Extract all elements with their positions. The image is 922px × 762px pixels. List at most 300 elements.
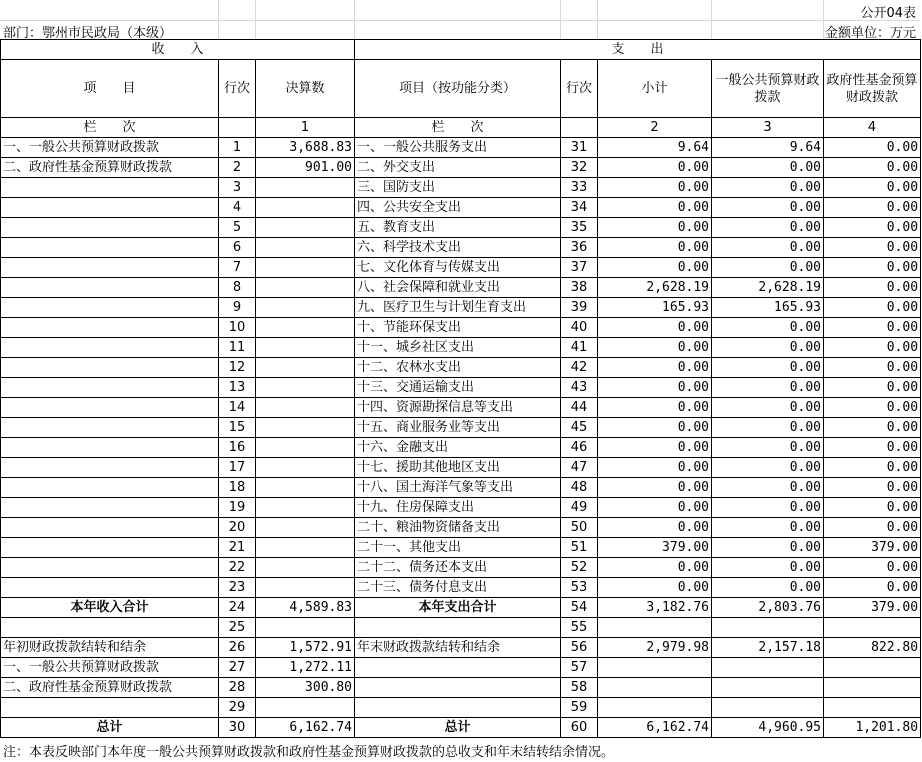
gridline xyxy=(560,0,561,39)
table-row xyxy=(1,678,921,698)
income-item-cell xyxy=(1,358,219,378)
table-row xyxy=(1,218,921,238)
income-amount-cell xyxy=(256,318,355,338)
gov-fund-cell: 0.00 xyxy=(824,438,921,458)
subtotal-cell: 3,182.76 xyxy=(598,598,712,618)
income-item-cell xyxy=(1,618,219,638)
subtotal-cell: 0.00 xyxy=(598,158,712,178)
gridline xyxy=(0,20,920,21)
expense-item-cell: 十八、国土海洋气象等支出 xyxy=(355,478,561,498)
subtotal-cell: 0.00 xyxy=(598,578,712,598)
form-code: 公开04表 xyxy=(860,6,916,21)
table-row xyxy=(1,538,921,558)
income-item-cell xyxy=(1,378,219,398)
expense-row-no-cell: 31 xyxy=(561,138,598,158)
general-budget-cell: 0.00 xyxy=(712,198,824,218)
col-number-4: 4 xyxy=(824,118,921,138)
table-row xyxy=(1,518,921,538)
income-row-no-cell: 20 xyxy=(219,518,256,538)
income-row-no-cell: 4 xyxy=(219,198,256,218)
income-item-cell xyxy=(1,698,219,718)
income-item-cell: 本年收入合计 xyxy=(1,598,219,618)
income-amount-cell xyxy=(256,278,355,298)
income-row-no-cell: 9 xyxy=(219,298,256,318)
expense-row-no-cell: 48 xyxy=(561,478,598,498)
expense-item-cell: 八、社会保障和就业支出 xyxy=(355,278,561,298)
income-row-no-cell: 5 xyxy=(219,218,256,238)
income-row-no-cell: 11 xyxy=(219,338,256,358)
expense-item-cell: 十二、农林水支出 xyxy=(355,358,561,378)
general-budget-cell: 0.00 xyxy=(712,158,824,178)
income-amount-cell: 300.80 xyxy=(256,678,355,698)
table-row xyxy=(1,398,921,418)
table-row xyxy=(1,598,921,618)
expense-row-no-cell: 33 xyxy=(561,178,598,198)
expense-row-no-cell: 42 xyxy=(561,358,598,378)
gov-fund-cell xyxy=(824,658,921,678)
general-budget-cell: 0.00 xyxy=(712,458,824,478)
expense-item-cell: 二十一、其他支出 xyxy=(355,538,561,558)
subtotal-cell: 0.00 xyxy=(598,498,712,518)
gov-fund-cell: 1,201.80 xyxy=(824,718,921,738)
expense-row-no-cell: 38 xyxy=(561,278,598,298)
general-budget-cell: 0.00 xyxy=(712,318,824,338)
table-row xyxy=(1,278,921,298)
table-row xyxy=(1,258,921,278)
gridline xyxy=(255,0,256,39)
expense-item-cell: 五、教育支出 xyxy=(355,218,561,238)
budget-table xyxy=(0,39,921,738)
expense-row-no-cell: 59 xyxy=(561,698,598,718)
expense-row-no-cell: 52 xyxy=(561,558,598,578)
income-amount-cell: 3,688.83 xyxy=(256,138,355,158)
income-row-no-cell: 3 xyxy=(219,178,256,198)
gov-fund-cell: 0.00 xyxy=(824,318,921,338)
gov-fund-cell: 0.00 xyxy=(824,398,921,418)
gov-fund-cell: 0.00 xyxy=(824,518,921,538)
general-budget-cell: 2,157.18 xyxy=(712,638,824,658)
general-budget-cell: 0.00 xyxy=(712,538,824,558)
gridline xyxy=(218,0,219,39)
table-row xyxy=(1,478,921,498)
expense-item-cell: 十、节能环保支出 xyxy=(355,318,561,338)
footnote: 注：本表反映部门本年度一般公共预算财政拨款和政府性基金预算财政拨款的总收支和年末结转结余情况。 xyxy=(3,745,615,760)
general-budget-cell: 0.00 xyxy=(712,438,824,458)
expense-row-no-cell: 39 xyxy=(561,298,598,318)
income-item-cell xyxy=(1,518,219,538)
subtotal-cell: 0.00 xyxy=(598,458,712,478)
income-row-no-cell: 19 xyxy=(219,498,256,518)
expense-item-cell: 本年支出合计 xyxy=(355,598,561,618)
income-row-no-cell: 22 xyxy=(219,558,256,578)
income-row-no-cell: 17 xyxy=(219,458,256,478)
item-header: 项 目 xyxy=(1,60,219,118)
income-row-no-cell: 13 xyxy=(219,378,256,398)
income-amount-cell xyxy=(256,458,355,478)
income-item-cell xyxy=(1,418,219,438)
income-amount-cell xyxy=(256,238,355,258)
income-amount-cell xyxy=(256,198,355,218)
income-item-cell: 一、一般公共预算财政拨款 xyxy=(1,138,219,158)
expense-item-cell: 十七、援助其他地区支出 xyxy=(355,458,561,478)
income-row-no-cell: 28 xyxy=(219,678,256,698)
expense-row-no-cell: 54 xyxy=(561,598,598,618)
income-amount-cell xyxy=(256,618,355,638)
gov-fund-cell: 0.00 xyxy=(824,558,921,578)
income-row-no-cell: 12 xyxy=(219,358,256,378)
subtotal-cell: 2,979.98 xyxy=(598,638,712,658)
income-row-no-cell: 30 xyxy=(219,718,256,738)
expense-row-no-cell: 36 xyxy=(561,238,598,258)
general-budget-cell: 0.00 xyxy=(712,418,824,438)
income-amount-cell xyxy=(256,698,355,718)
general-budget-cell: 0.00 xyxy=(712,218,824,238)
income-item-cell xyxy=(1,238,219,258)
gov-fund-cell: 0.00 xyxy=(824,298,921,318)
income-row-no-cell: 1 xyxy=(219,138,256,158)
subtotal-cell: 0.00 xyxy=(598,218,712,238)
expense-row-no-cell: 49 xyxy=(561,498,598,518)
income-item-cell xyxy=(1,478,219,498)
income-row-no-cell: 16 xyxy=(219,438,256,458)
expense-row-no-cell: 56 xyxy=(561,638,598,658)
expense-item-cell: 二十三、债务付息支出 xyxy=(355,578,561,598)
final-amount-header: 决算数 xyxy=(256,60,355,118)
income-amount-cell xyxy=(256,518,355,538)
income-item-cell xyxy=(1,538,219,558)
expense-header: 支 出 xyxy=(355,40,921,60)
income-amount-cell: 1,572.91 xyxy=(256,638,355,658)
unit-label: 金额单位：万元 xyxy=(824,26,916,41)
income-amount-cell xyxy=(256,218,355,238)
subtotal-cell: 0.00 xyxy=(598,358,712,378)
general-budget-cell: 165.93 xyxy=(712,298,824,318)
subtotal-cell: 0.00 xyxy=(598,338,712,358)
general-budget-cell xyxy=(712,698,824,718)
general-budget-cell: 0.00 xyxy=(712,398,824,418)
gov-fund-cell: 0.00 xyxy=(824,218,921,238)
income-row-no-cell: 29 xyxy=(219,698,256,718)
income-row-no-cell: 24 xyxy=(219,598,256,618)
expense-row-no-cell: 44 xyxy=(561,398,598,418)
subtotal-cell: 379.00 xyxy=(598,538,712,558)
income-amount-cell: 1,272.11 xyxy=(256,658,355,678)
table-row xyxy=(1,578,921,598)
col-label-right: 栏 次 xyxy=(355,118,561,138)
income-row-no-cell: 25 xyxy=(219,618,256,638)
income-row-no-cell: 7 xyxy=(219,258,256,278)
subtotal-cell: 0.00 xyxy=(598,378,712,398)
expense-item-cell: 十五、商业服务业等支出 xyxy=(355,418,561,438)
table-row xyxy=(1,458,921,478)
general-budget-cell: 0.00 xyxy=(712,338,824,358)
income-item-cell xyxy=(1,318,219,338)
expense-row-no-cell: 41 xyxy=(561,338,598,358)
general-budget-cell: 0.00 xyxy=(712,498,824,518)
subtotal-cell: 0.00 xyxy=(598,438,712,458)
gov-fund-cell xyxy=(824,678,921,698)
expense-row-no-cell: 32 xyxy=(561,158,598,178)
general-budget-cell: 0.00 xyxy=(712,178,824,198)
subtotal-cell: 0.00 xyxy=(598,178,712,198)
expense-row-no-cell: 55 xyxy=(561,618,598,638)
expense-row-no-cell: 37 xyxy=(561,258,598,278)
income-amount-cell xyxy=(256,258,355,278)
income-item-cell xyxy=(1,558,219,578)
income-row-no-cell: 18 xyxy=(219,478,256,498)
gov-fund-cell: 0.00 xyxy=(824,138,921,158)
subtotal-cell: 6,162.74 xyxy=(598,718,712,738)
expense-row-no-cell: 51 xyxy=(561,538,598,558)
expense-item-cell: 二十二、债务还本支出 xyxy=(355,558,561,578)
income-amount-cell: 6,162.74 xyxy=(256,718,355,738)
expense-row-no-cell: 35 xyxy=(561,218,598,238)
expense-row-no-cell: 60 xyxy=(561,718,598,738)
gridline xyxy=(597,0,598,39)
gov-fund-cell: 0.00 xyxy=(824,278,921,298)
subtotal-cell xyxy=(598,678,712,698)
expense-item-cell: 十一、城乡社区支出 xyxy=(355,338,561,358)
subtotal-cell: 0.00 xyxy=(598,558,712,578)
subtotal-cell: 0.00 xyxy=(598,398,712,418)
expense-row-no-cell: 57 xyxy=(561,658,598,678)
col-number-3: 3 xyxy=(712,118,824,138)
row-no2-header: 行次 xyxy=(561,60,598,118)
general-budget-cell: 0.00 xyxy=(712,478,824,498)
income-item-cell xyxy=(1,498,219,518)
col-number-2: 2 xyxy=(598,118,712,138)
subtotal-header: 小计 xyxy=(598,60,712,118)
expense-row-no-cell: 50 xyxy=(561,518,598,538)
income-amount-cell xyxy=(256,418,355,438)
expense-item-cell: 二十、粮油物资储备支出 xyxy=(355,518,561,538)
income-row-no-cell: 14 xyxy=(219,398,256,418)
income-amount-cell xyxy=(256,398,355,418)
general-budget-cell: 9.64 xyxy=(712,138,824,158)
expense-item-cell: 四、公共安全支出 xyxy=(355,198,561,218)
gov-fund-cell: 0.00 xyxy=(824,338,921,358)
col-number-1: 1 xyxy=(256,118,355,138)
table-row xyxy=(1,698,921,718)
gov-fund-cell: 0.00 xyxy=(824,198,921,218)
subtotal-cell: 0.00 xyxy=(598,318,712,338)
department-label: 部门：鄂州市民政局（本级） xyxy=(3,26,173,41)
table-row xyxy=(1,438,921,458)
expense-row-no-cell: 34 xyxy=(561,198,598,218)
subtotal-cell: 0.00 xyxy=(598,198,712,218)
subtotal-cell: 0.00 xyxy=(598,518,712,538)
income-amount-cell xyxy=(256,498,355,518)
income-item-cell xyxy=(1,218,219,238)
income-row-no-cell: 23 xyxy=(219,578,256,598)
income-item-cell xyxy=(1,298,219,318)
empty-cell xyxy=(219,118,256,138)
expense-item-cell xyxy=(355,678,561,698)
general-budget-cell xyxy=(712,658,824,678)
gov-fund-cell: 0.00 xyxy=(824,358,921,378)
income-amount-cell xyxy=(256,338,355,358)
expense-row-no-cell: 47 xyxy=(561,458,598,478)
row-no-header: 行次 xyxy=(219,60,256,118)
income-amount-cell xyxy=(256,558,355,578)
income-item-cell: 总计 xyxy=(1,718,219,738)
gov-fund-cell: 0.00 xyxy=(824,578,921,598)
income-row-no-cell: 15 xyxy=(219,418,256,438)
gridline xyxy=(711,0,712,39)
income-amount-cell xyxy=(256,178,355,198)
income-amount-cell: 4,589.83 xyxy=(256,598,355,618)
expense-item-cell: 七、文化体育与传媒支出 xyxy=(355,258,561,278)
income-amount-cell xyxy=(256,438,355,458)
subtotal-cell: 0.00 xyxy=(598,478,712,498)
subtotal-cell: 165.93 xyxy=(598,298,712,318)
subtotal-cell xyxy=(598,658,712,678)
expense-item-cell xyxy=(355,618,561,638)
subtotal-cell: 0.00 xyxy=(598,238,712,258)
expense-item-cell: 二、外交支出 xyxy=(355,158,561,178)
income-item-cell xyxy=(1,438,219,458)
gov-fund-cell: 379.00 xyxy=(824,598,921,618)
income-amount-cell xyxy=(256,298,355,318)
expense-item-cell: 十三、交通运输支出 xyxy=(355,378,561,398)
income-amount-cell xyxy=(256,538,355,558)
table-row xyxy=(1,618,921,638)
income-amount-cell xyxy=(256,358,355,378)
income-item-cell xyxy=(1,198,219,218)
income-row-no-cell: 10 xyxy=(219,318,256,338)
expense-item-cell: 十四、资源勘探信息等支出 xyxy=(355,398,561,418)
income-amount-cell: 901.00 xyxy=(256,158,355,178)
gov-fund-cell: 0.00 xyxy=(824,498,921,518)
table-row xyxy=(1,378,921,398)
table-row xyxy=(1,178,921,198)
table-row xyxy=(1,658,921,678)
gov-fund-cell xyxy=(824,698,921,718)
income-amount-cell xyxy=(256,478,355,498)
expense-item-cell: 年末财政拨款结转和结余 xyxy=(355,638,561,658)
gov-fund-cell: 0.00 xyxy=(824,418,921,438)
general-budget-cell: 2,803.76 xyxy=(712,598,824,618)
income-item-cell: 年初财政拨款结转和结余 xyxy=(1,638,219,658)
income-item-cell: 二、政府性基金预算财政拨款 xyxy=(1,158,219,178)
general-budget-cell: 0.00 xyxy=(712,378,824,398)
gov-fund-cell: 0.00 xyxy=(824,478,921,498)
expense-item-cell: 一、一般公共服务支出 xyxy=(355,138,561,158)
expense-item-cell: 三、国防支出 xyxy=(355,178,561,198)
general-budget-cell: 4,960.95 xyxy=(712,718,824,738)
general-budget-cell: 0.00 xyxy=(712,358,824,378)
table-row xyxy=(1,238,921,258)
general-budget-cell xyxy=(712,678,824,698)
gov-fund-cell: 0.00 xyxy=(824,178,921,198)
col-label-left: 栏 次 xyxy=(1,118,219,138)
general-budget-cell: 0.00 xyxy=(712,578,824,598)
income-row-no-cell: 6 xyxy=(219,238,256,258)
expense-item-cell xyxy=(355,698,561,718)
gridline xyxy=(823,0,824,39)
income-row-no-cell: 27 xyxy=(219,658,256,678)
gov-fund-cell: 0.00 xyxy=(824,258,921,278)
income-amount-cell xyxy=(256,578,355,598)
table-row xyxy=(1,318,921,338)
gov-fund-header: 政府性基金预算财政拨款 xyxy=(824,60,921,118)
table-row xyxy=(1,338,921,358)
subtotal-cell xyxy=(598,618,712,638)
general-budget-cell: 0.00 xyxy=(712,558,824,578)
table-row xyxy=(1,158,921,178)
income-item-cell xyxy=(1,398,219,418)
gov-fund-cell: 0.00 xyxy=(824,158,921,178)
table-row xyxy=(1,298,921,318)
expense-row-no-cell: 43 xyxy=(561,378,598,398)
expense-item-cell xyxy=(355,658,561,678)
income-row-no-cell: 26 xyxy=(219,638,256,658)
expense-row-no-cell: 45 xyxy=(561,418,598,438)
expense-row-no-cell: 46 xyxy=(561,438,598,458)
expense-item-cell: 六、科学技术支出 xyxy=(355,238,561,258)
gov-fund-cell: 0.00 xyxy=(824,378,921,398)
income-row-no-cell: 8 xyxy=(219,278,256,298)
general-budget-cell: 2,628.19 xyxy=(712,278,824,298)
general-budget-cell: 0.00 xyxy=(712,258,824,278)
income-item-cell xyxy=(1,578,219,598)
income-item-cell xyxy=(1,278,219,298)
income-header: 收 入 xyxy=(1,40,355,60)
gov-fund-cell: 379.00 xyxy=(824,538,921,558)
empty-cell xyxy=(561,118,598,138)
income-item-cell: 二、政府性基金预算财政拨款 xyxy=(1,678,219,698)
income-item-cell xyxy=(1,458,219,478)
func-item-header: 项目（按功能分类） xyxy=(355,60,561,118)
gov-fund-cell: 0.00 xyxy=(824,238,921,258)
table-row xyxy=(1,418,921,438)
subtotal-cell: 2,628.19 xyxy=(598,278,712,298)
income-amount-cell xyxy=(256,378,355,398)
expense-item-cell: 总计 xyxy=(355,718,561,738)
gov-fund-cell xyxy=(824,618,921,638)
income-item-cell xyxy=(1,258,219,278)
gov-fund-cell: 822.80 xyxy=(824,638,921,658)
gov-fund-cell: 0.00 xyxy=(824,458,921,478)
income-item-cell xyxy=(1,178,219,198)
expense-row-no-cell: 53 xyxy=(561,578,598,598)
subtotal-cell: 0.00 xyxy=(598,418,712,438)
table-row xyxy=(1,558,921,578)
income-item-cell xyxy=(1,338,219,358)
subtotal-cell: 9.64 xyxy=(598,138,712,158)
general-budget-cell: 0.00 xyxy=(712,238,824,258)
income-row-no-cell: 21 xyxy=(219,538,256,558)
general-budget-header: 一般公共预算财政拨款 xyxy=(712,60,824,118)
expense-item-cell: 十九、住房保障支出 xyxy=(355,498,561,518)
income-item-cell: 一、一般公共预算财政拨款 xyxy=(1,658,219,678)
table-row xyxy=(1,198,921,218)
subtotal-cell: 0.00 xyxy=(598,258,712,278)
general-budget-cell: 0.00 xyxy=(712,518,824,538)
expense-item-cell: 十六、金融支出 xyxy=(355,438,561,458)
subtotal-cell xyxy=(598,698,712,718)
expense-row-no-cell: 40 xyxy=(561,318,598,338)
table-row xyxy=(1,498,921,518)
table-row xyxy=(1,138,921,158)
table-row xyxy=(1,718,921,738)
table-row xyxy=(1,638,921,658)
expense-row-no-cell: 58 xyxy=(561,678,598,698)
table-row xyxy=(1,358,921,378)
general-budget-cell xyxy=(712,618,824,638)
gridline xyxy=(354,0,355,39)
income-row-no-cell: 2 xyxy=(219,158,256,178)
